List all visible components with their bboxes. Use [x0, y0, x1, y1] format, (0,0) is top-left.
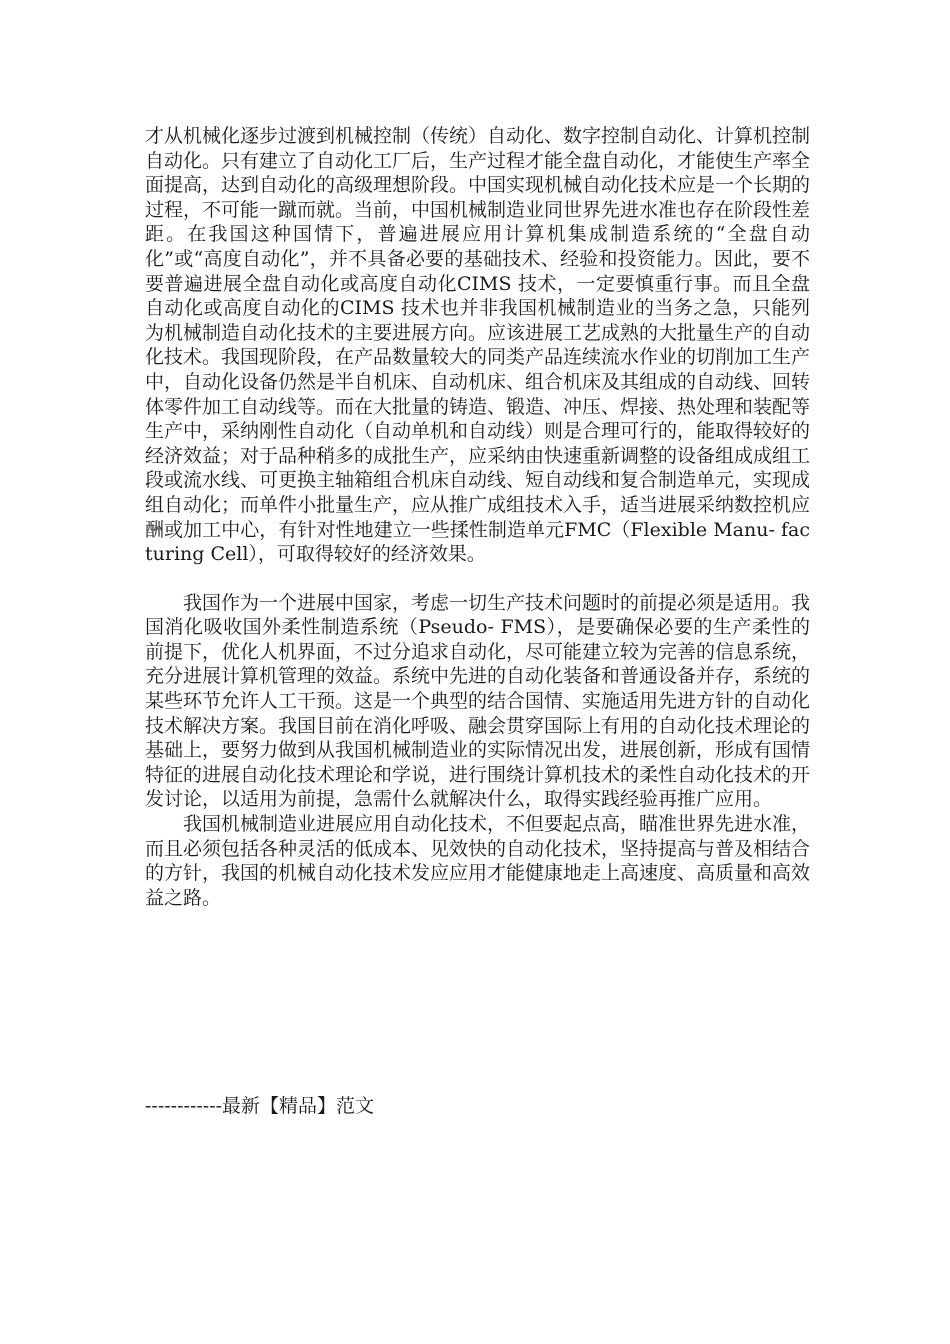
document-body — [145, 124, 810, 910]
paragraph-developing-country: 我国作为一个进展中国家，考虑一切生产技术问题时的前提必须是适用。我国消化吸收国外柔性制造系统（Pseudo- FMS），是要确保必要的生产柔性的前提下，优化人机界面，不过分追求自动化，尽可能建立较为完善的信息系统，充分进展计算机管理的效益。系统中先进的自动化装备和普通设备并存，系统的某些环节允许人工干预。这是一个典型的结合国情、实施适用先进方针的自动化技术解决方案。我国目前在消化呼吸、融会贯穿国际上有用的自动化技术理论的基础上，要努力做到从我国机械制造业的实际情况出发，进展创新，形成有国情特征的进展自动化技术理论和学说，进行围绕计算机技术的柔性自动化技术的开发讨论，以适用为前提，急需什么就解决什么，取得实践经验再推广应用。 — [145, 591, 811, 811]
paragraph-automation-stages: 才从机械化逐步过渡到机械控制（传统）自动化、数字控制自动化、计算机控制自动化。只有建立了自动化工厂后，生产过程才能全盘自动化，才能使生产率全面提高，达到自动化的高级理想阶段。中国实现机械自动化技术应是一个长期的过程，不可能一蹴而就。当前，中国机械制造业同世界先进水准也存在阶段性差距。在我国这种国情下，普遍进展应用计算机集成制造系统的“全盘自动化”或“高度自动化”，并不具备必要的基础技术、经验和投资能力。因此，要不要普遍进展全盘自动化或高度自动化CIMS 技术，一定要慎重行事。而且全盘自动化或高度自动化的CIMS 技术也并非我国机械制造业的当务之急，只能列为机械制造自动化技术的主要进展方向。应该进展工艺成熟的大批量生产的自动化技术。我国现阶段，在产品数量较大的同类产品连续流水作业的切削加工生产中，自动化设备仍然是半自机床、自动机床、组合机床及其组成的自动线、回转体零件加工自动线等。而在大批量的铸造、锻造、冲压、焊接、热处理和装配等生产中，采纳刚性自动化（自动单机和自动线）则是合理可行的，能取得较好的经济效益；对于品种稍多的成批生产，应采纳由快速重新调整的设备组成成组工段或流水线、可更换主轴箱组合机床自动线、短自动线和复合制造单元，实现成组自动化；而单件小批量生产，应从推广成组技术入手，适当进展采纳数控机应酬或加工中心，有针对性地建立一些揉性制造单元FMC（Flexible Manu- facturing Cell），可取得较好的经济效果。 — [145, 125, 811, 566]
paragraph-conclusion: 我国机械制造业进展应用自动化技术，不但要起点高，瞄准世界先进水准，而且必须包括各种灵活的低成本、见效快的自动化技术，坚持提高与普及相结合的方针，我国的机械自动化技术发应应用才能健康地走上高速度、高质量和高效益之路。 — [145, 813, 811, 909]
footer-note: ------------最新【精品】范文 — [145, 1095, 375, 1117]
